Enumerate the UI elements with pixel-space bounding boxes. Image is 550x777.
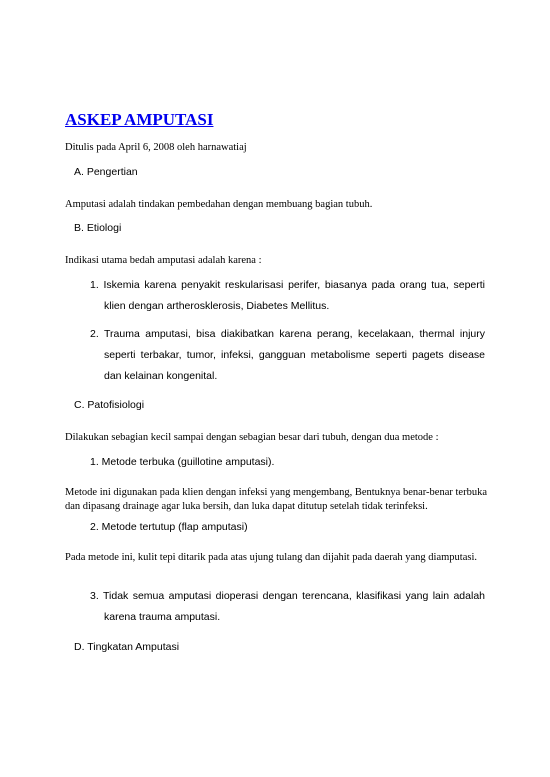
paragraph-pengertian: Amputasi adalah tindakan pembedahan dengan membuang bagian tubuh. [65, 199, 373, 210]
paragraph-etiologi: Indikasi utama bedah amputasi adalah karena : [65, 255, 262, 266]
list-item-3 [90, 586, 485, 628]
section-heading-patofisiologi: C. Patofisiologi [74, 399, 145, 411]
method-heading-tertutup: 2. Metode tertutup (flap amputasi) [90, 521, 248, 533]
section-heading-etiologi: B. Etiologi [74, 222, 122, 234]
method-heading-terbuka: 1. Metode terbuka (guillotine amputasi). [90, 456, 275, 468]
section-heading-tingkatan-amputasi: D. Tingkatan Amputasi [74, 641, 180, 653]
list-item-number: 3. [90, 590, 99, 602]
list-item-text: Iskemia karena penyakit reskularisasi perifer, biasanya pada orang tua, seperti klien dengan artherosklerosis, Diabetes Mellitus. [103, 279, 485, 312]
list-item-text: Tidak semua amputasi dioperasi dengan terencana, klasifikasi yang lain adalah karena trauma amputasi. [103, 590, 485, 623]
post-meta: Ditulis pada April 6, 2008 oleh harnawatiaj [65, 142, 247, 153]
list-item-number: 2. [90, 328, 99, 340]
paragraph-patofisiologi: Dilakukan sebagian kecil sampai dengan sebagian besar dari tubuh, dengan dua metode : [65, 432, 439, 443]
list-item-etiologi-1 [90, 275, 485, 317]
list-item-etiologi-2 [90, 324, 485, 387]
list-item-number: 1. [90, 279, 99, 291]
paragraph-metode-tertutup: Pada metode ini, kulit tepi ditarik pada atas ujung tulang dan dijahit pada daerah yang diamputasi. [65, 552, 478, 563]
paragraph-metode-terbuka: Metode ini digunakan pada klien dengan infeksi yang mengembang, Bentuknya benar-benar terbuka dan dipasang drainage agar luka bersih, dan luka dapat ditutup setelah tidak terinfeksi. [65, 487, 487, 512]
list-item-text: Trauma amputasi, bisa diakibatkan karena perang, kecelakaan, thermal injury seperti terbakar, tumor, infeksi, gangguan metabolisme seperti pagets disease dan kelainan kongenital. [104, 328, 485, 382]
section-heading-pengertian: A. Pengertian [74, 166, 138, 178]
document-title-link[interactable]: ASKEP AMPUTASI [65, 110, 214, 129]
